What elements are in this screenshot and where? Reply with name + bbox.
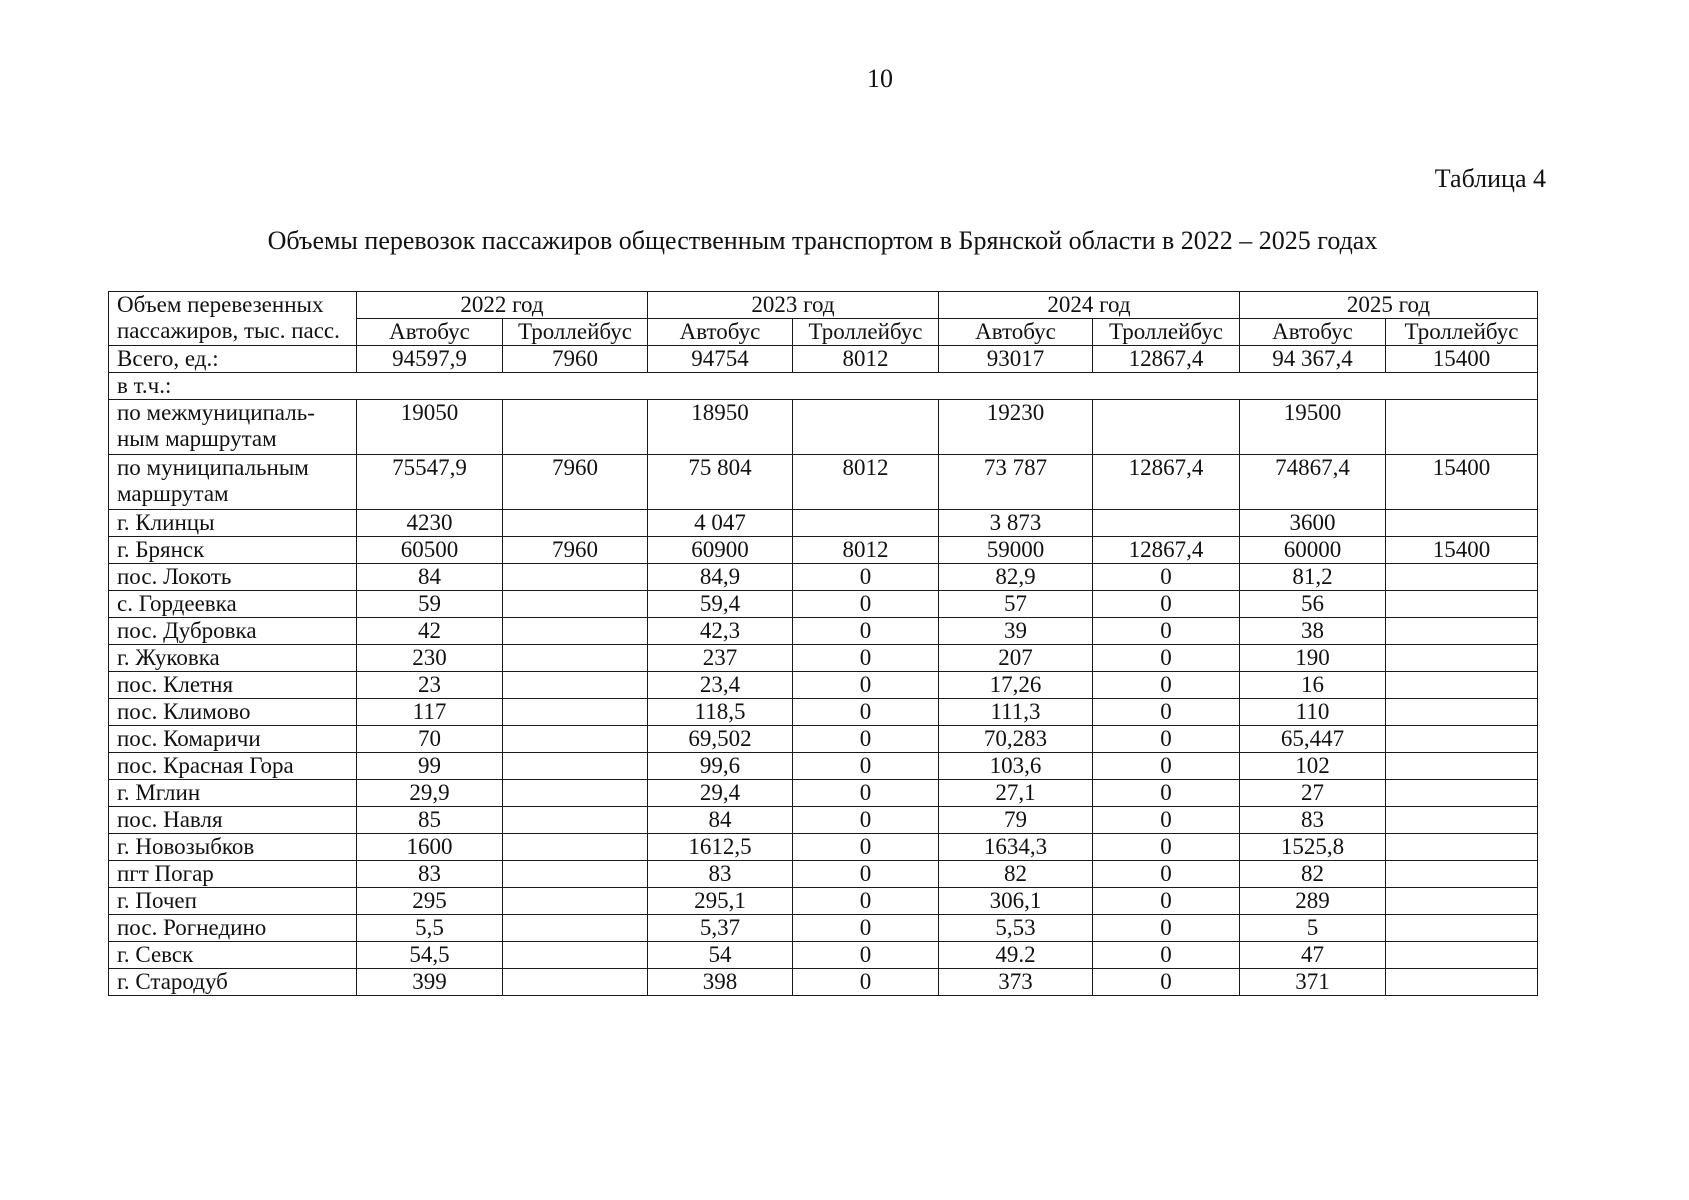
- table-cell: 81,2: [1240, 564, 1386, 591]
- table-cell: 99,6: [648, 753, 793, 780]
- table-cell: 0: [793, 699, 939, 726]
- table-cell: 82: [939, 861, 1093, 888]
- table-cell: 0: [1093, 699, 1240, 726]
- table-cell: 3 873: [939, 510, 1093, 537]
- table-cell: 5,5: [357, 915, 503, 942]
- table-cell: 42: [357, 618, 503, 645]
- table-row: [109, 346, 1538, 373]
- table-cell: 118,5: [648, 699, 793, 726]
- table-cell: 29,4: [648, 780, 793, 807]
- table-cell: [1386, 726, 1538, 753]
- table-cell: [503, 645, 648, 672]
- table-cell: [503, 753, 648, 780]
- table-cell: [1386, 564, 1538, 591]
- table-cell: 8012: [793, 346, 939, 373]
- table-row: [109, 726, 1538, 753]
- table-cell: 0: [1093, 861, 1240, 888]
- row-name: пос. Красная Гора: [109, 753, 357, 780]
- table-row: [109, 510, 1538, 537]
- table-cell: [503, 564, 648, 591]
- table-cell: 0: [793, 618, 939, 645]
- table-cell: 4230: [357, 510, 503, 537]
- table-cell: [1386, 510, 1538, 537]
- table-cell: 190: [1240, 645, 1386, 672]
- table-cell: 0: [1093, 672, 1240, 699]
- table-cell: 54,5: [357, 942, 503, 969]
- table-cell: 59,4: [648, 591, 793, 618]
- table-cell: [1386, 834, 1538, 861]
- table-row: [109, 591, 1538, 618]
- table-cell: 12867,4: [1093, 346, 1240, 373]
- table-cell: 83: [648, 861, 793, 888]
- table-cell: 29,9: [357, 780, 503, 807]
- table-cell: [503, 915, 648, 942]
- table-cell: [1093, 400, 1240, 455]
- table-cell: 59: [357, 591, 503, 618]
- table-cell: 39: [939, 618, 1093, 645]
- table-cell: 56: [1240, 591, 1386, 618]
- table-cell: [1386, 915, 1538, 942]
- table-cell: 398: [648, 969, 793, 996]
- table-cell: [1386, 618, 1538, 645]
- table-cell: 19500: [1240, 400, 1386, 455]
- table-cell: 0: [793, 969, 939, 996]
- row-name: г. Клинцы: [109, 510, 357, 537]
- table-cell: 79: [939, 807, 1093, 834]
- table-row: [109, 861, 1538, 888]
- table-cell: 0: [1093, 753, 1240, 780]
- table-cell: 230: [357, 645, 503, 672]
- table-cell: 0: [793, 915, 939, 942]
- row-name: пос. Клетня: [109, 672, 357, 699]
- table-cell: 93017: [939, 346, 1093, 373]
- table-cell: 70: [357, 726, 503, 753]
- table-cell: 85: [357, 807, 503, 834]
- header-trolleybus-2024: Троллейбус: [1093, 319, 1240, 346]
- row-name: пос. Комаричи: [109, 726, 357, 753]
- table-cell: 0: [793, 564, 939, 591]
- table-cell: 27: [1240, 780, 1386, 807]
- table-cell: 12867,4: [1093, 455, 1240, 510]
- table-cell: 0: [793, 780, 939, 807]
- table-cell: 0: [793, 942, 939, 969]
- table-cell: [793, 510, 939, 537]
- table-row: [109, 537, 1538, 564]
- row-name: г. Мглин: [109, 780, 357, 807]
- table-cell: 0: [1093, 942, 1240, 969]
- table-cell: 42,3: [648, 618, 793, 645]
- table-cell: [503, 834, 648, 861]
- table-cell: 4 047: [648, 510, 793, 537]
- table-cell: 5,37: [648, 915, 793, 942]
- header-year-2023: 2023 год: [648, 292, 939, 319]
- table-cell: 84: [648, 807, 793, 834]
- table-cell: 47: [1240, 942, 1386, 969]
- table-cell: 0: [793, 807, 939, 834]
- table-cell: 0: [1093, 726, 1240, 753]
- table-cell: 99: [357, 753, 503, 780]
- table-cell: [1386, 753, 1538, 780]
- page-number: 10: [867, 64, 893, 93]
- row-name: пос. Дубровка: [109, 618, 357, 645]
- table-cell: [1386, 699, 1538, 726]
- table-cell: 8012: [793, 455, 939, 510]
- table-cell: 102: [1240, 753, 1386, 780]
- table-cell: 0: [1093, 888, 1240, 915]
- table-cell: 1525,8: [1240, 834, 1386, 861]
- table-cell: 18950: [648, 400, 793, 455]
- table-cell: 75547,9: [357, 455, 503, 510]
- table-cell: 19230: [939, 400, 1093, 455]
- header-year-2024: 2024 год: [939, 292, 1240, 319]
- table-cell: [503, 888, 648, 915]
- table-cell: 0: [1093, 915, 1240, 942]
- table-cell: 0: [1093, 591, 1240, 618]
- table-row: [109, 807, 1538, 834]
- table-cell: 15400: [1386, 346, 1538, 373]
- table-row: [109, 564, 1538, 591]
- table-cell: 5: [1240, 915, 1386, 942]
- header-year-2025: 2025 год: [1240, 292, 1538, 319]
- table-cell: 0: [1093, 807, 1240, 834]
- table-row: [109, 400, 1538, 455]
- table-row: [109, 780, 1538, 807]
- table-cell: 94597,9: [357, 346, 503, 373]
- table-cell: [503, 510, 648, 537]
- table-cell: 23,4: [648, 672, 793, 699]
- row-name: по межмуниципаль-ным маршрутам: [109, 400, 357, 455]
- table-cell: 60500: [357, 537, 503, 564]
- row-name: г. Жуковка: [109, 645, 357, 672]
- table-cell: 12867,4: [1093, 537, 1240, 564]
- table-cell: 0: [793, 834, 939, 861]
- table-cell: [503, 400, 648, 455]
- table-cell: [1386, 645, 1538, 672]
- header-trolleybus-2022: Троллейбус: [503, 319, 648, 346]
- table-cell: 306,1: [939, 888, 1093, 915]
- header-bus-2022: Автобус: [357, 319, 503, 346]
- table-cell: 1612,5: [648, 834, 793, 861]
- table-row: [109, 699, 1538, 726]
- row-name: г. Брянск: [109, 537, 357, 564]
- table-cell: 295: [357, 888, 503, 915]
- table-cell: 94754: [648, 346, 793, 373]
- table-cell: 0: [793, 591, 939, 618]
- table-row: [109, 455, 1538, 510]
- table-cell: 373: [939, 969, 1093, 996]
- row-name: г. Почеп: [109, 888, 357, 915]
- table-cell: 237: [648, 645, 793, 672]
- table-cell: 75 804: [648, 455, 793, 510]
- table-cell: 94 367,4: [1240, 346, 1386, 373]
- table-cell: 19050: [357, 400, 503, 455]
- table-cell: [1386, 807, 1538, 834]
- row-name: г. Севск: [109, 942, 357, 969]
- table-title: Объемы перевозок пассажиров общественным транспортом в Брянской области в 2022 – 2025 годах: [267, 226, 1378, 255]
- table-cell: 8012: [793, 537, 939, 564]
- table-cell: 1634,3: [939, 834, 1093, 861]
- row-name: пос. Локоть: [109, 564, 357, 591]
- header-year-2022: 2022 год: [357, 292, 648, 319]
- table-cell: 27,1: [939, 780, 1093, 807]
- table-cell: [1093, 510, 1240, 537]
- table-cell: 103,6: [939, 753, 1093, 780]
- table-cell: [1386, 861, 1538, 888]
- table-cell: 0: [1093, 564, 1240, 591]
- table-cell: 57: [939, 591, 1093, 618]
- table-cell: [1386, 969, 1538, 996]
- table-cell: 0: [1093, 780, 1240, 807]
- table-cell: 0: [793, 861, 939, 888]
- header-trolleybus-2023: Троллейбус: [793, 319, 939, 346]
- table-cell: 70,283: [939, 726, 1093, 753]
- table-cell: [1386, 942, 1538, 969]
- table-row-section: [109, 373, 1538, 400]
- table-cell: 0: [793, 888, 939, 915]
- table-cell: 207: [939, 645, 1093, 672]
- table-cell: [1386, 780, 1538, 807]
- table-label: Таблица 4: [1434, 164, 1546, 193]
- table-cell: 289: [1240, 888, 1386, 915]
- table-row: [109, 753, 1538, 780]
- table-cell: [503, 807, 648, 834]
- table-cell: 83: [357, 861, 503, 888]
- table-cell: 74867,4: [1240, 455, 1386, 510]
- table-row: [109, 618, 1538, 645]
- table-row: [109, 834, 1538, 861]
- table-cell: [503, 780, 648, 807]
- table-row: [109, 672, 1538, 699]
- table-cell: 5,53: [939, 915, 1093, 942]
- table-cell: 82: [1240, 861, 1386, 888]
- table-cell: 7960: [503, 346, 648, 373]
- table-cell: [1386, 672, 1538, 699]
- table-cell: 54: [648, 942, 793, 969]
- table-cell: 65,447: [1240, 726, 1386, 753]
- table-cell: 16: [1240, 672, 1386, 699]
- table-cell: [503, 591, 648, 618]
- table-cell: 84: [357, 564, 503, 591]
- table-body: [109, 346, 1538, 996]
- table-cell: 371: [1240, 969, 1386, 996]
- table-cell: 7960: [503, 455, 648, 510]
- table-cell: [503, 861, 648, 888]
- table-cell: 0: [1093, 969, 1240, 996]
- table-cell: [503, 699, 648, 726]
- table-cell: 0: [793, 672, 939, 699]
- table-cell: 15400: [1386, 455, 1538, 510]
- table-cell: 60900: [648, 537, 793, 564]
- table-cell: 84,9: [648, 564, 793, 591]
- table-cell: 82,9: [939, 564, 1093, 591]
- table-cell: 110: [1240, 699, 1386, 726]
- table-row: [109, 645, 1538, 672]
- table-row: [109, 969, 1538, 996]
- row-name: пос. Навля: [109, 807, 357, 834]
- row-name: г. Новозыбков: [109, 834, 357, 861]
- table-cell: [503, 672, 648, 699]
- table-cell: [503, 969, 648, 996]
- table-cell: [503, 726, 648, 753]
- table-cell: 295,1: [648, 888, 793, 915]
- table-cell: 117: [357, 699, 503, 726]
- row-name: по муниципальным маршрутам: [109, 455, 357, 510]
- table-row: [109, 915, 1538, 942]
- table-cell: [1386, 888, 1538, 915]
- table-cell: [1386, 591, 1538, 618]
- table-cell: 1600: [357, 834, 503, 861]
- table-cell: 0: [793, 645, 939, 672]
- header-first-column: Объем перевезенных пассажиров, тыс. пасс.: [109, 292, 357, 346]
- table-cell: 15400: [1386, 537, 1538, 564]
- table-cell: 0: [1093, 618, 1240, 645]
- table-cell: 23: [357, 672, 503, 699]
- table-cell: 60000: [1240, 537, 1386, 564]
- table-cell: 83: [1240, 807, 1386, 834]
- table-cell: 69,502: [648, 726, 793, 753]
- section-label: в т.ч.:: [109, 373, 1538, 400]
- table-cell: 0: [1093, 834, 1240, 861]
- table-cell: 0: [1093, 645, 1240, 672]
- table-cell: 111,3: [939, 699, 1093, 726]
- row-name: Всего, ед.:: [109, 346, 357, 373]
- table-cell: 0: [793, 726, 939, 753]
- table-cell: 7960: [503, 537, 648, 564]
- table-cell: 3600: [1240, 510, 1386, 537]
- table-cell: 399: [357, 969, 503, 996]
- header-bus-2025: Автобус: [1240, 319, 1386, 346]
- row-name: г. Стародуб: [109, 969, 357, 996]
- table-cell: 0: [793, 753, 939, 780]
- row-name: пос. Климово: [109, 699, 357, 726]
- header-bus-2023: Автобус: [648, 319, 793, 346]
- table-cell: 59000: [939, 537, 1093, 564]
- table-cell: 38: [1240, 618, 1386, 645]
- row-name: пгт Погар: [109, 861, 357, 888]
- table-row: [109, 942, 1538, 969]
- row-name: пос. Рогнедино: [109, 915, 357, 942]
- table-cell: 73 787: [939, 455, 1093, 510]
- header-bus-2024: Автобус: [939, 319, 1093, 346]
- table-cell: [503, 942, 648, 969]
- table-row: [109, 888, 1538, 915]
- table-cell: 17,26: [939, 672, 1093, 699]
- passenger-volume-table: [108, 291, 1538, 996]
- table-cell: 49.2: [939, 942, 1093, 969]
- header-trolleybus-2025: Троллейбус: [1386, 319, 1538, 346]
- table-cell: [1386, 400, 1538, 455]
- row-name: с. Гордеевка: [109, 591, 357, 618]
- table-cell: [503, 618, 648, 645]
- table-cell: [793, 400, 939, 455]
